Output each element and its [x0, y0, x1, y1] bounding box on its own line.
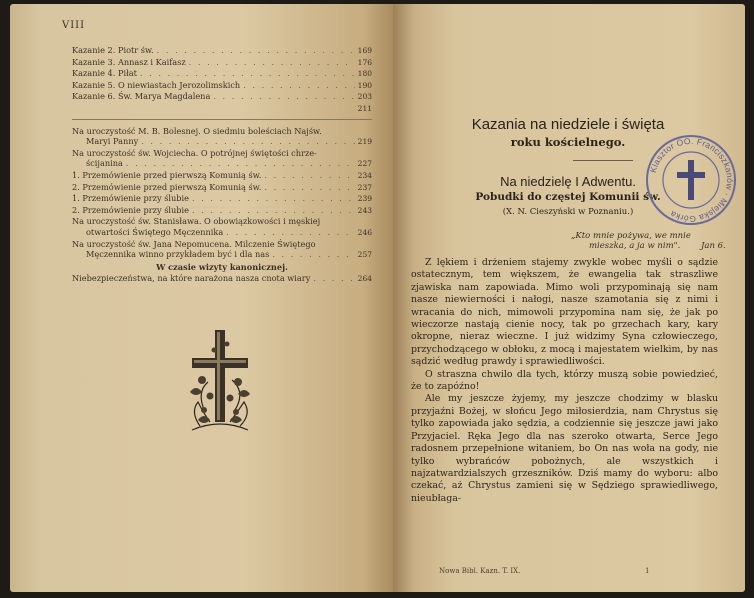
- toc-leader-dots: [141, 136, 354, 147]
- toc-entry-title: Kazanie 5. O niewiastach Jerozolimskich: [72, 79, 241, 90]
- toc-page-number: 211: [357, 103, 372, 113]
- toc-group-visitation: [72, 273, 372, 285]
- toc-page-number: 176: [357, 57, 372, 67]
- toc-entry-title: Na uroczystość św. Jana Nepomucena. Milczenie Świętego: [72, 238, 316, 249]
- sermon-heading: Na niedzielę I Adwentu.: [500, 174, 636, 189]
- toc-leader-dots: [140, 68, 355, 79]
- toc-row: [72, 182, 372, 194]
- toc-row: [72, 239, 372, 250]
- toc-entry-title: Maryi Panny: [86, 136, 139, 147]
- toc-section-heading: W czasie wizyty kanonicznej.: [156, 261, 288, 272]
- toc-page-number: 246: [357, 227, 372, 237]
- paragraph: Z lękiem i drżeniem stajemy zwykle wobec myśli o sądzie ostatecznym, tem większem, że ewangelia tak straszliwe zjawiska nam zapowiada. Mimo woli przypominają się nam nasze niewierności i nałogi, nasze szamotania się z nimi i wracania do nich, mimowoli przypomina nam się, że jak po wieczorze nastają cienie nocy, tak po grzechach kary, kary okropne, nieraz wieczne. I już widzimy Syna człowieczego, przychodzącego w obłoku, z mocą i majestatem wielkim, by nas sądzić według prawdy i sprawiedliwości.: [411, 257, 718, 368]
- toc-entry-title: 2. Przemówienie przy ślubie: [72, 204, 189, 215]
- toc-entry-title: Niebezpieczeństwa, na które narażona nasza cnota wiary: [72, 273, 311, 284]
- toc-page-number: 180: [357, 69, 372, 79]
- toc-leader-dots: [272, 249, 354, 260]
- toc-row: [72, 227, 372, 239]
- sermon-author: (X. N. Cieszyński w Poznaniu.): [502, 207, 634, 217]
- toc-row: [72, 126, 372, 137]
- toc-row: [72, 57, 372, 69]
- toc-page-number: 257: [357, 250, 372, 260]
- table-of-contents: [72, 45, 372, 285]
- toc-row: [72, 91, 372, 103]
- svg-text:Klasztor OO. Franciszkanów · M: Klasztor OO. Franciszkanów · Miejska Górka: [647, 135, 736, 225]
- page-numeral: VIII: [62, 20, 86, 31]
- footer-signature: Nowa Bibl. Kazn. T. IX.: [439, 567, 521, 575]
- cross-ornament-icon: [170, 322, 270, 432]
- toc-entry-title: Męczennika winno przykładem być i dla nas: [86, 249, 270, 260]
- toc-row: [72, 205, 372, 217]
- sermon-subheading: Pobudki do częstej Komunii św.: [475, 191, 661, 203]
- toc-entry-title: 2. Przemówienie przed pierwszą Komunią św.: [72, 181, 262, 192]
- toc-page-number: 190: [357, 80, 372, 90]
- toc-entry-title: otwartości Świętego Męczennika: [86, 226, 224, 237]
- toc-leader-dots: [126, 158, 355, 169]
- paragraph: Ale my jeszcze żyjemy, my jeszcze chodzimy w blasku przyjaźni Bożej, w słońcu Jego miłosierdzia, nam Chrystus się tylko zapowiada jako sędzia, a codziennie się jeszcze jawi jako Przyjaciel. Ręka Jego dla nas szeroko otwarta, Serce Jego radosnem przepełnione witaniem, bo On nas woła na gody, nie tylko wybrańców pobożnych, ale wszystkich i najzatwardzialszych grzeszników. Dziś mamy do wyboru: albo czekać, aż Chrystus zamieni się w Sędziego sprawiedliwego, nieubłaga-: [411, 393, 718, 504]
- collection-subtitle: roku kościelnego.: [510, 135, 626, 149]
- paragraph: O straszna chwilo dla tych, którzy muszą sobie powiedzieć, że to zapóźno!: [411, 368, 718, 393]
- library-stamp-icon: [643, 132, 739, 228]
- toc-leader-dots: [213, 91, 354, 102]
- toc-entry-title: Kazanie 4. Piłat: [72, 68, 137, 79]
- motto-text: mieszka, a ja w nim".: [589, 241, 681, 251]
- toc-row: [72, 148, 372, 159]
- toc-row: [72, 136, 372, 148]
- toc-row: [72, 170, 372, 182]
- toc-row: [72, 80, 372, 92]
- toc-entry-title: Kazanie 3. Annasz i Kaifasz: [72, 56, 186, 67]
- toc-page-number: 237: [357, 182, 372, 192]
- divider: [573, 160, 633, 161]
- toc-row: [72, 68, 372, 80]
- toc-leader-dots: [189, 57, 355, 68]
- toc-leader-dots: [243, 80, 354, 91]
- toc-entry-title: Kazanie 6. Św. Marya Magdalena: [72, 91, 211, 102]
- toc-page-number: 227: [357, 159, 372, 169]
- toc-entry-title: Na uroczystość M. B. Bolesnej. O siedmiu boleściach Najśw.: [72, 125, 322, 136]
- toc-entry-title: 1. Przemówienie przed pierwszą Komunią św.: [72, 169, 262, 180]
- toc-leader-dots: [264, 182, 354, 193]
- left-page: [10, 4, 393, 592]
- toc-row: [72, 193, 372, 205]
- toc-row: [72, 273, 372, 285]
- sheet-number: 1: [645, 567, 650, 575]
- toc-entry-title: Kazanie 2. Piotr św.: [72, 45, 154, 55]
- toc-page-number: 243: [357, 205, 372, 215]
- toc-row: [72, 45, 372, 57]
- toc-page-number: 239: [357, 194, 372, 204]
- toc-leader-dots: [192, 193, 355, 204]
- motto-line: [589, 241, 726, 251]
- toc-entry-title: Na uroczystość św. Wojciecha. O potrójnej świętości chrze-: [72, 147, 317, 158]
- toc-row: [72, 249, 372, 261]
- motto-line: „Kto mnie pożywa, we mnie: [571, 231, 691, 241]
- toc-leader-dots: [226, 227, 354, 238]
- right-page: [393, 4, 745, 592]
- toc-entry-title: ścijanina: [86, 158, 123, 169]
- toc-page-number: 219: [357, 137, 372, 147]
- divider: [72, 119, 372, 120]
- toc-entry-title: Na uroczystość św. Stanisława. O obowiązkowości i męskiej: [72, 216, 321, 227]
- motto-reference: Jan 6.: [701, 241, 726, 251]
- toc-leader-dots: [313, 273, 354, 284]
- toc-row: [72, 216, 372, 227]
- toc-group-sermons: [72, 45, 372, 103]
- collection-title: Kazania na niedziele i święta: [471, 116, 665, 133]
- toc-row: [72, 158, 372, 170]
- toc-leader-dots: [157, 45, 355, 56]
- toc-page-number: 264: [357, 274, 372, 284]
- toc-page-number: 234: [357, 170, 372, 180]
- toc-entry-title: 1. Przemówienie przy ślubie: [72, 193, 189, 204]
- sermon-body: [411, 257, 718, 505]
- toc-row: [72, 103, 372, 115]
- toc-page-number: 169: [357, 46, 372, 55]
- toc-leader-dots: [192, 205, 355, 216]
- toc-page-number: 203: [357, 92, 372, 102]
- toc-group-feasts: [72, 126, 372, 261]
- toc-leader-dots: [264, 170, 354, 181]
